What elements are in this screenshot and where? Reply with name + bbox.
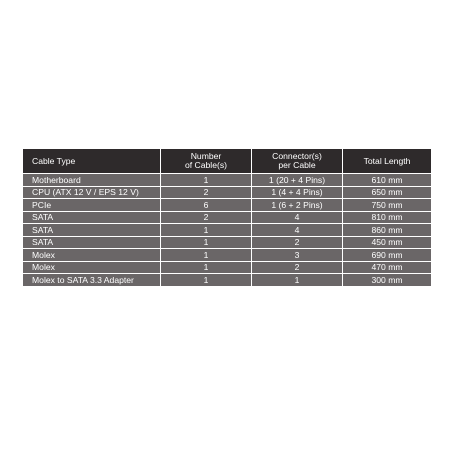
cell-total-length: 810 mm (343, 212, 431, 224)
cell-cable-type: SATA (23, 224, 160, 236)
cell-connectors: 1 (252, 274, 342, 286)
cell-number-of-cables: 2 (161, 212, 251, 224)
cell-connectors: 2 (252, 262, 342, 274)
cell-connectors: 1 (20 + 4 Pins) (252, 174, 342, 186)
cell-number-of-cables: 1 (161, 237, 251, 249)
header-number-of-cables (161, 149, 251, 173)
cell-cable-type: CPU (ATX 12 V / EPS 12 V) (23, 187, 160, 199)
cell-total-length: 470 mm (343, 262, 431, 274)
cell-connectors: 4 (252, 212, 342, 224)
cell-cable-type: Molex (23, 262, 160, 274)
cell-total-length: 690 mm (343, 249, 431, 261)
cell-total-length: 750 mm (343, 199, 431, 211)
cell-total-length: 860 mm (343, 224, 431, 236)
cell-cable-type: PCIe (23, 199, 160, 211)
table-row (23, 249, 431, 261)
table-header-row (23, 149, 431, 173)
cell-number-of-cables: 1 (161, 249, 251, 261)
header-cable-type: Cable Type (23, 149, 160, 173)
table-row (23, 262, 431, 274)
cell-number-of-cables: 1 (161, 174, 251, 186)
cell-number-of-cables: 1 (161, 274, 251, 286)
header-connectors-per-cable (252, 149, 342, 173)
cell-cable-type: Motherboard (23, 174, 160, 186)
cell-cable-type: SATA (23, 237, 160, 249)
table-row (23, 237, 431, 249)
cable-spec-table (22, 148, 432, 287)
table-row (23, 199, 431, 211)
table-row (23, 224, 431, 236)
table-row (23, 274, 431, 286)
table-row (23, 174, 431, 186)
cell-connectors: 4 (252, 224, 342, 236)
header-connectors-per-cable-text: Connector(s) per Cable (272, 151, 322, 170)
cell-connectors: 1 (6 + 2 Pins) (252, 199, 342, 211)
cell-total-length: 450 mm (343, 237, 431, 249)
cell-number-of-cables: 6 (161, 199, 251, 211)
table-row (23, 212, 431, 224)
cell-cable-type: Molex (23, 249, 160, 261)
header-number-of-cables-text: Number of Cable(s) (184, 151, 228, 170)
cell-connectors: 1 (4 + 4 Pins) (252, 187, 342, 199)
cell-number-of-cables: 1 (161, 224, 251, 236)
cell-connectors: 2 (252, 237, 342, 249)
cell-number-of-cables: 1 (161, 262, 251, 274)
cell-total-length: 610 mm (343, 174, 431, 186)
table-row (23, 187, 431, 199)
header-total-length: Total Length (343, 149, 431, 173)
cell-connectors: 3 (252, 249, 342, 261)
cell-cable-type: SATA (23, 212, 160, 224)
cell-cable-type: Molex to SATA 3.3 Adapter (23, 274, 160, 286)
cell-number-of-cables: 2 (161, 187, 251, 199)
cell-total-length: 300 mm (343, 274, 431, 286)
cell-total-length: 650 mm (343, 187, 431, 199)
